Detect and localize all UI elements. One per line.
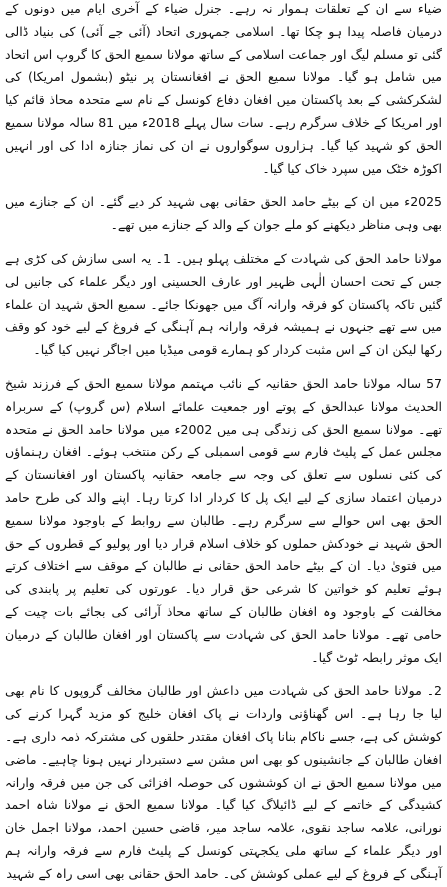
article-paragraph-2: 2025ء میں ان کے بیٹے حامد الحق حقانی بھی شہید کر دیے گئے۔ ان کے جنازے میں بھی وہی مناظر دیکھنے کو ملے جوان کے والد کے جنازے میں تھے۔ (5, 194, 442, 233)
article-paragraph-1: ضیاء سے ان کے تعلقات ہموار نہ رہے۔ جنرل ضیاء کے آخری ایام میں دونوں کے درمیان فاصلہ پیدا ہو چکا تھا۔ اسلامی جمہوری اتحاد (آئی جے آئی) کی بنیاد ڈالی گئی تو مسلم لیگ اور جماعت اسلامی کے ساتھ مولانا سمیع الحق کا گروپ اس اتحاد میں شامل ہو گیا۔ مولانا سمیع الحق نے افغانستان پر نیٹو (بشمول امریکا) کی لشکرکشی کے بعد پاکستان میں افغان دفاع کونسل کے نام سے متحدہ محاذ قائم کیا اور امریکا کے خلاف سرگرم رہے۔ سات سال پہلے 2018ء میں 81 سالہ مولانا سمیع الحق کو شہید کیا گیا۔ ہزاروں سوگواروں نے ان کی نماز جنازہ ادا کی اور انہیں اکوڑہ خٹک میں سپرد خاک کیا گیا۔ (5, 1, 442, 176)
article-paragraph-3: مولانا حامد الحق کی شہادت کے مختلف پہلو ہیں۔ 1۔ یہ اسی سازش کی کڑی ہے جس کے تحت احسان الٰہی ظہیر اور عارف الحسینی اور دیگر علماء کی جانیں لی گئیں تاکہ پاکستان کو فرقہ وارانہ آگ میں جھونکا جائے۔ سمیع الحق شہید ان علماء میں سے تھے جنہوں نے ہمیشہ فرقہ وارانہ ہم آہنگی کے فروغ کے لیے خود کو وقف رکھا لیکن ان کے اس مثبت کردار کو ہمارے قومی میڈیا میں اجاگر نہیں کیا گیا۔ (5, 250, 442, 358)
article-paragraph-4: 57 سالہ مولانا حامد الحق حقانیہ کے نائب مہتمم مولانا سمیع الحق کے فرزند شیخ الحدیث مولانا عبدالحق کے پوتے اور جمعیت علمائے اسلام (س گروپ) کے سربراہ تھے۔ مولانا سمیع الحق کی زندگی ہی میں 2002ء میں مولانا حامد الحق نے متحدہ مجلس عمل کے پلیٹ فارم سے قومی اسمبلی کے رکن منتخب ہوئے۔ افغان رہنماؤں کی کئی نسلوں سے تعلق کی وجہ سے جامعہ حقانیہ پاکستان اور افغانستان کے درمیان اعتماد سازی کے لیے ایک پل کا کردار ادا کرتا رہا۔ اپنے والد کی طرح حامد الحق بھی اس حوالے سے سرگرم رہے۔ طالبان سے روابط کے باوجود مولانا سمیع الحق شہید نے خودکش حملوں کو خلاف اسلام قرار دیا اور پولیو کے قطروں کے حق میں فتویٰ دیا۔ ان کے بیٹے حامد الحق حقانی نے طالبان کے موقف سے اختلاف کرتے ہوئے تعلیم کو خواتین کا شرعی حق قرار دیا۔ عورتوں کی تعلیم پر پابندی کی مخالفت کے باوجود وہ افغان طالبان کے ساتھ محاذ آرائی کی بجائے بات چیت کے حامی تھے۔ مولانا حامد الحق کی شہادت سے پاکستان اور افغان طالبان کے درمیان ایک موثر رابطہ ٹوٹ گیا۔ (5, 375, 442, 665)
article-paragraph-5: 2۔ مولانا حامد الحق کی شہادت میں داعش اور طالبان مخالف گروپوں کا نام بھی لیا جا رہا ہے۔ اس گھناؤنی واردات نے پاک افغان خلیج کو مزید گہرا کرنے کی کوشش کی ہے، جسے ناکام بنانا پاک افغان مقتدر حلقوں کی مشترکہ ذمہ داری ہے۔ افغان طالبان کے جانشینوں کو بھی اس مشن سے دستبردار نہیں ہونا چاہیے۔ ماضی میں مولانا سمیع الحق نے ان کوششوں کی حوصلہ افزائی کی جن میں فرقہ وارانہ کشیدگی کے خاتمے کے لیے ڈائیلاگ کیا گیا۔ مولانا سمیع الحق نے مولانا شاہ احمد نورانی، علامہ ساجد نقوی، علامہ ساجد میر، قاضی حسین احمد، مولانا اجمل خان اور دیگر علماء کے ساتھ ملی یکجہتی کونسل کے پلیٹ فارم سے فرقہ وارانہ ہم آہنگی کے فروغ کے لیے عملی کوشش کی۔ حامد الحق حقانی بھی اسی راہ کے شہید (5, 683, 442, 881)
